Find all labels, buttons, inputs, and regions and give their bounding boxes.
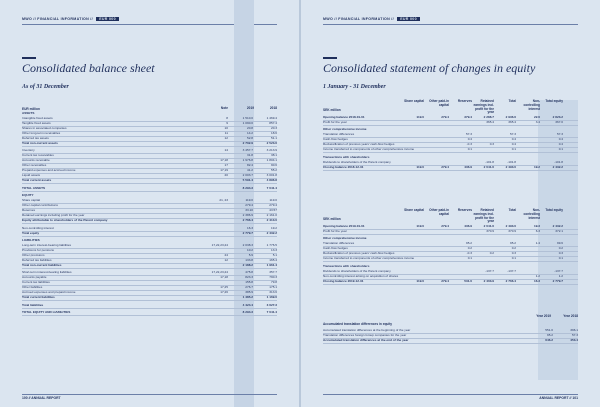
row-value-2019: 2 003.7 <box>242 173 253 178</box>
row-value-2019: 1 510.0 <box>242 116 253 120</box>
row-value-2019: 10.2 <box>246 248 253 252</box>
row-value: 19.3 <box>533 224 540 228</box>
row-label: Total current assets <box>22 178 52 183</box>
row-value-2019: 8 294.3 <box>242 310 253 315</box>
page-subtitle: As of 31 December <box>22 84 69 90</box>
row-value: -137.7 <box>507 268 516 273</box>
row-label: Reserves <box>22 208 36 213</box>
row-note: 12 <box>224 258 228 262</box>
row-value: 119.0 <box>416 164 424 169</box>
row-value: 0.1 <box>558 256 563 261</box>
total-row <box>22 310 277 316</box>
row-value-2019: 2 779.7 <box>242 230 253 235</box>
row-value-2018: 2 413.0 <box>266 218 277 223</box>
row-value-2018: 7 041.4 <box>266 185 277 190</box>
row-label: Current tax receivables <box>22 153 54 158</box>
row-value: 279.4 <box>441 224 449 228</box>
row-value-2019: 133.8 <box>245 258 253 262</box>
row-value: 119.0 <box>416 115 424 119</box>
row-label: Liquid assets <box>22 173 41 178</box>
total-row <box>22 141 277 147</box>
row-label: Total liabilities <box>22 302 44 307</box>
row-note: 17,22,23,24 <box>211 243 228 247</box>
page-header: MWO // FINANCIAL INFORMATION // EUR 000 <box>22 17 119 21</box>
row-value-2018: 790.3 <box>269 275 277 280</box>
row-label: Dividends to shareholders of the Parent company <box>323 268 391 273</box>
row-label: Transactions with shareholders <box>323 154 370 159</box>
total-row <box>22 295 277 301</box>
col-header-c2: Other paid-in capital <box>429 99 449 107</box>
row-label: Prepaid expenses and accrued income <box>22 168 76 173</box>
row-value-2019: 1 090.0 <box>242 121 253 125</box>
total-row <box>323 165 578 171</box>
row-value: 3.4 <box>535 120 540 124</box>
col-header-c4: Retained earnings incl. profit for the year <box>473 208 494 224</box>
row-label: TOTAL EQUITY AND LIABILITIES <box>22 310 71 315</box>
total-row <box>323 338 578 344</box>
row-label: Deferred tax liabilities <box>22 258 52 262</box>
row-note: 21, 23 <box>219 198 228 203</box>
row-value-2019: 3 457.7 <box>242 148 253 153</box>
row-value: 379.4 <box>464 115 472 119</box>
row-value: 22.6 <box>533 115 540 119</box>
row-value-2019: 823.3 <box>245 275 253 280</box>
table-row <box>323 229 578 235</box>
row-value: -101.8 <box>554 159 563 164</box>
col-header-c1: Share capital <box>404 99 424 103</box>
row-value: 16.3 <box>533 278 540 283</box>
company-name: MWO <box>22 17 33 21</box>
title-bar <box>22 57 36 59</box>
row-value: -101.8 <box>507 159 516 164</box>
row-value: 279.4 <box>441 115 449 119</box>
row-value-2018: 1 961.4 <box>266 263 277 267</box>
row-label: Retained earnings including profit for the year <box>22 213 85 218</box>
row-value: 370.9 <box>486 229 494 233</box>
equity-changes-page <box>301 0 600 407</box>
row-label: Reclassification of previous years' cash-flow hedges <box>323 251 395 256</box>
row-value-2019: 8 294.3 <box>242 185 253 190</box>
row-value-2018: 13.3 <box>270 248 277 252</box>
row-label: Income transferred to components of other comprehensive income <box>323 256 415 261</box>
row-value: 2 823.2 <box>552 115 563 119</box>
col-header-2019: 2019 <box>246 106 254 110</box>
row-label: Accounts payable <box>22 275 47 280</box>
row-label: Transactions with shareholders <box>323 263 370 268</box>
row-value: 57.3 <box>509 132 516 137</box>
row-value: 95.2 <box>465 241 472 246</box>
col-header-label: SEK million <box>323 108 341 112</box>
header-rule <box>323 24 578 25</box>
row-value-2019: 385.9 <box>245 290 253 295</box>
row-label: Share capital <box>22 198 41 203</box>
row-value: 372.1 <box>555 229 563 233</box>
row-value-2018: 1 469.4 <box>266 116 277 120</box>
row-label: Total non-current liabilities <box>22 263 62 267</box>
page-header: MWO // FINANCIAL INFORMATION // EUR 000 <box>323 17 420 21</box>
footer-rule <box>323 394 578 395</box>
row-value: 0.4 <box>511 137 516 142</box>
col-header-c6: Non-controlling interest <box>523 99 540 111</box>
row-value-2018: 79.8 <box>270 280 277 285</box>
row-value-2018: 119.0 <box>269 198 277 203</box>
row-value-2018: 4 896.8 <box>266 178 277 183</box>
col-header-c6: Non-controlling interest <box>523 208 540 220</box>
row-label: LIABILITIES <box>22 238 40 242</box>
page-footer: ANNUAL REPORT // 101 <box>539 396 578 400</box>
total-row <box>22 218 277 224</box>
row-label: Closing balance 2019-12-31 <box>323 278 364 283</box>
col-header-2018: 2018 <box>269 106 277 110</box>
page-title: Consolidated balance sheet <box>22 61 155 75</box>
row-value-2018: 1 169.0 <box>266 295 277 300</box>
row-value: -0.3 <box>466 251 472 256</box>
row-value-2018: 19.2 <box>270 225 277 230</box>
row-value-2019: 20.8 <box>246 126 253 130</box>
row-label: Inventory <box>22 148 35 153</box>
balance-sheet-page <box>0 0 299 407</box>
row-value-2018: 51.1 <box>270 136 277 140</box>
col-header-c3: Reserves <box>457 99 472 103</box>
row-value: 0.4 <box>558 142 563 147</box>
equity-table-2019 <box>323 224 578 299</box>
row-value: 436.9 <box>464 164 472 169</box>
row-value: 95.2 <box>509 241 516 246</box>
row-value-2019: 2 766.4 <box>242 218 253 223</box>
row-value: 551.0 <box>545 328 553 332</box>
row-note: 10 <box>224 126 228 130</box>
table-row <box>323 120 578 126</box>
row-label: Accrued expenses and prepaid income <box>22 290 76 295</box>
row-value: 0.1 <box>511 256 516 261</box>
row-value: 95.2 <box>546 333 553 337</box>
row-label: Dividends to shareholders of the Parent company <box>323 159 391 164</box>
row-value-2018: 857.4 <box>269 121 277 125</box>
row-note: 17 <box>224 163 228 168</box>
row-value-2019: 33.10 <box>245 208 253 213</box>
row-label: Deferred tax assets <box>22 136 49 140</box>
row-value: 453.4 <box>570 338 578 342</box>
row-value: 370.9 <box>508 229 516 233</box>
col-header-c5: Total <box>508 208 516 212</box>
row-label: Translation differences <box>323 241 355 246</box>
row-value: 57.3 <box>556 132 563 137</box>
row-label: Intangible fixed assets <box>22 116 53 120</box>
row-value-2019: 475.8 <box>245 270 253 275</box>
translation-col-2018: Year 2018 <box>563 314 578 318</box>
row-value-2018: 2 432.2 <box>266 230 277 235</box>
row-value: 0.1 <box>467 256 472 261</box>
row-label: Profit for the year <box>323 229 347 233</box>
row-value: -0.3 <box>466 142 472 147</box>
row-value: 0.4 <box>558 137 563 142</box>
row-value: 0.1 <box>511 147 516 152</box>
row-note: 17,18 <box>220 275 228 280</box>
row-value-2019: 16.3 <box>246 225 253 230</box>
row-label: Closing balance 2018-12-31 <box>323 164 364 169</box>
row-note: 20 <box>224 173 228 178</box>
row-label: Current tax liabilities <box>22 280 50 285</box>
row-value-2019: 2 702.9 <box>242 141 253 145</box>
col-header-c7: Total equity <box>545 99 563 103</box>
translation-col-2019: Year 2019 <box>536 314 551 318</box>
row-note: 17,18 <box>220 158 228 163</box>
row-value: 531.0 <box>464 278 472 283</box>
row-value: 279.4 <box>441 278 449 283</box>
row-value-2019: 31.8 <box>246 153 253 158</box>
row-value-2018: 357.7 <box>269 270 277 275</box>
row-note: 14 <box>224 148 228 153</box>
col-header-note: Note <box>220 106 228 110</box>
row-value: 0.4 <box>467 137 472 142</box>
row-label: Opening balance 2018-01-01 <box>323 115 365 119</box>
col-header-c7: Total equity <box>545 208 563 212</box>
row-value-2018: 38.1 <box>270 153 277 158</box>
row-value-2019: 1 976.8 <box>242 158 253 163</box>
col-header-label: SEK million <box>323 217 341 221</box>
row-value-2019: 2 386.9 <box>242 213 253 218</box>
row-value-2019: 14.2 <box>246 131 253 135</box>
table-row <box>323 256 578 262</box>
translation-differences-table <box>323 328 578 348</box>
col-header-c3: Reserves <box>457 208 472 212</box>
row-value-2018: 3 001.8 <box>266 173 277 178</box>
row-value-2019: 119.0 <box>245 198 253 203</box>
row-label: ASSETS <box>22 111 35 115</box>
row-value-2018: 175.1 <box>269 285 277 290</box>
row-value-2019: 4 424.4 <box>242 302 253 307</box>
row-value: 436.9 <box>464 224 472 228</box>
row-value: 2 041.6 <box>483 224 494 228</box>
row-value: 365.4 <box>486 120 494 124</box>
col-header-label: EUR million <box>22 107 40 111</box>
row-label: Other provisions <box>22 253 45 257</box>
row-label: Long-term interest-bearing liabilities <box>22 243 72 247</box>
row-value: 1.2 <box>535 273 540 278</box>
row-note: 17,19 <box>220 168 228 173</box>
row-value: 646.2 <box>545 338 553 342</box>
row-value-2018: 2 161.0 <box>266 213 277 218</box>
row-value-2018: 3 627.3 <box>266 302 277 307</box>
row-value-2018: 1 776.5 <box>266 243 277 247</box>
row-value: 1.2 <box>558 273 563 278</box>
row-value-2019: 2 188.2 <box>242 263 253 267</box>
row-value-2018: 5.1 <box>272 253 277 257</box>
row-label: Non-controlling interest <box>22 225 54 230</box>
header-tag: EUR 000 <box>397 17 420 21</box>
row-note: 12 <box>224 136 228 140</box>
row-label: Total current liabilities <box>22 295 55 300</box>
row-value-2018: 313.6 <box>269 290 277 295</box>
row-label: Total non-current assets <box>22 141 58 145</box>
row-label: Other liabilities <box>22 285 43 290</box>
row-value: 365.4 <box>508 120 516 124</box>
row-value: -137.7 <box>554 268 563 273</box>
row-value: 0.1 <box>558 147 563 152</box>
row-value: 57.3 <box>465 132 472 137</box>
row-value: 2 936.6 <box>505 115 516 119</box>
row-value-2019: 155.8 <box>245 280 253 285</box>
section-name: FINANCIAL INFORMATION <box>37 17 89 21</box>
section-name: FINANCIAL INFORMATION <box>338 17 390 21</box>
page-title: Consolidated statement of changes in equity <box>323 61 536 75</box>
row-label: Cash-flow hedges <box>323 137 348 142</box>
row-value-2018: 165.4 <box>269 258 277 262</box>
row-value-2018: 1 804.1 <box>266 158 277 163</box>
row-value: 19.2 <box>533 164 540 169</box>
row-value: 2 493.0 <box>505 164 516 169</box>
col-header-c1: Share capital <box>404 208 424 212</box>
row-label: Non-controlling interest arising on acquisition of shares <box>323 273 399 278</box>
row-value: 57.3 <box>571 333 578 337</box>
total-row <box>22 178 277 184</box>
row-value-2018: 55.2 <box>270 168 277 173</box>
row-value: 119.0 <box>416 224 424 228</box>
row-value-2018: 7 041.4 <box>266 310 277 315</box>
row-label: Accumulated translation differences at the beginning of the year <box>323 328 411 332</box>
row-value: 2 493.0 <box>505 224 516 228</box>
row-label: Accumulated translation differences at the end of the year <box>323 338 409 342</box>
row-value-2018: 90.6 <box>270 163 277 168</box>
row-label: Other receivables <box>22 163 47 168</box>
row-value: 0.3 <box>489 142 494 147</box>
title-bar <box>323 57 337 59</box>
row-label: Shares in associated companies <box>22 126 67 130</box>
row-label: Income transferred to components of other comprehensive income <box>323 147 415 152</box>
row-label: Equity attributable to shareholders of the Parent company <box>22 218 108 223</box>
row-value: 2 432.2 <box>552 164 563 169</box>
row-note: 17,26 <box>220 290 228 295</box>
row-value: 2 041.6 <box>483 164 494 169</box>
row-label: EQUITY <box>22 193 34 198</box>
total-row <box>22 231 277 237</box>
row-value: 1.4 <box>535 241 540 246</box>
translation-table-title: Accumulated translation differences in equity <box>323 322 393 326</box>
row-label: Opening balance 2019-01-01 <box>323 224 365 228</box>
total-row <box>22 186 277 192</box>
row-value: 0.2 <box>558 246 563 251</box>
row-value: 6.3 <box>535 229 540 233</box>
total-row <box>22 303 277 309</box>
footer-rule <box>22 394 277 395</box>
row-label: Accounts receivable <box>22 158 50 163</box>
row-label: Cash-flow hedges <box>323 246 348 251</box>
row-label: Translation differences <box>323 132 355 137</box>
row-value: 0.2 <box>489 251 494 256</box>
row-label: Translation differences foreign Group companies for the year <box>323 333 407 337</box>
row-value-2018: 3 213.9 <box>266 148 277 153</box>
equity-table-2018 <box>323 115 578 185</box>
row-label: Profit for the year <box>323 120 347 124</box>
col-header-c2: Other paid-in capital <box>429 208 449 216</box>
row-value-2019: 276.7 <box>245 285 253 290</box>
row-value: 0.1 <box>467 147 472 152</box>
row-value: -101.8 <box>485 159 494 164</box>
row-note: 11 <box>224 131 228 135</box>
row-value: 396.1 <box>570 328 578 332</box>
row-label: Total equity <box>22 230 40 235</box>
row-value: 2 779.7 <box>552 278 563 283</box>
row-value-2018: 20.3 <box>270 126 277 130</box>
row-label: Other long-term receivables <box>22 131 61 135</box>
row-value: 2 403.9 <box>483 278 494 283</box>
row-value: 2 766.4 <box>505 278 516 283</box>
row-value-2018: 2 523.6 <box>266 141 277 145</box>
row-value: 0.3 <box>511 251 516 256</box>
row-label: Reclassification of previous years' cash-flow hedges <box>323 142 395 147</box>
row-value: 0.2 <box>467 246 472 251</box>
row-value-2019: 279.4 <box>245 203 253 208</box>
table-row <box>323 147 578 153</box>
row-label: Other capital contributions <box>22 203 58 208</box>
row-value-2019: 5 591.4 <box>242 178 253 183</box>
row-note: 8 <box>226 116 228 120</box>
row-value-2018: 43.57 <box>269 208 277 213</box>
row-value-2019: 52.8 <box>246 136 253 140</box>
total-row <box>22 263 277 269</box>
row-value: 0.2 <box>511 246 516 251</box>
row-value: 0.4 <box>511 142 516 147</box>
row-label: TOTAL ASSETS <box>22 185 46 190</box>
row-value-2019: 2 038.3 <box>242 243 253 247</box>
row-note: 9 <box>226 121 228 125</box>
company-name: MWO <box>323 17 334 21</box>
row-value: 119.0 <box>416 278 424 283</box>
row-value-2018: 18.6 <box>270 131 277 135</box>
row-value-2018: 279.4 <box>269 203 277 208</box>
row-value: 99.6 <box>556 241 563 246</box>
header-tag: EUR 000 <box>96 17 119 21</box>
col-header-c4: Retained earnings incl. profit for the year <box>473 99 494 115</box>
row-value: -137.7 <box>485 268 494 273</box>
row-value: 0.3 <box>558 251 563 256</box>
row-value: 367.0 <box>555 120 563 124</box>
row-value-2019: 1 485.2 <box>242 295 253 300</box>
balance-sheet-table <box>22 111 277 351</box>
row-value: 2 288.7 <box>483 115 494 119</box>
row-value-2019: 41.2 <box>246 168 253 173</box>
col-header-c5: Total <box>508 99 516 103</box>
row-value-2019: 82.4 <box>246 163 253 168</box>
row-note: 17,25 <box>220 285 228 290</box>
total-row <box>323 279 578 285</box>
row-label: Short-term interest-bearing liabilities <box>22 270 72 275</box>
row-label: Other comprehensive income <box>323 127 367 132</box>
row-label: Tangible fixed assets <box>22 121 51 125</box>
page-subtitle: 1 January - 31 December <box>323 84 386 90</box>
row-label: Provisions for pensions <box>22 248 54 252</box>
row-note: 24 <box>224 253 228 257</box>
row-value: 279.4 <box>441 164 449 169</box>
page-footer: 100 // ANNUAL REPORT <box>22 396 61 400</box>
row-value: 2 432.2 <box>552 224 563 228</box>
row-label: Other comprehensive income <box>323 236 367 241</box>
row-note: 17,22,23,24 <box>211 270 228 275</box>
row-value-2019: 5.9 <box>248 253 253 257</box>
